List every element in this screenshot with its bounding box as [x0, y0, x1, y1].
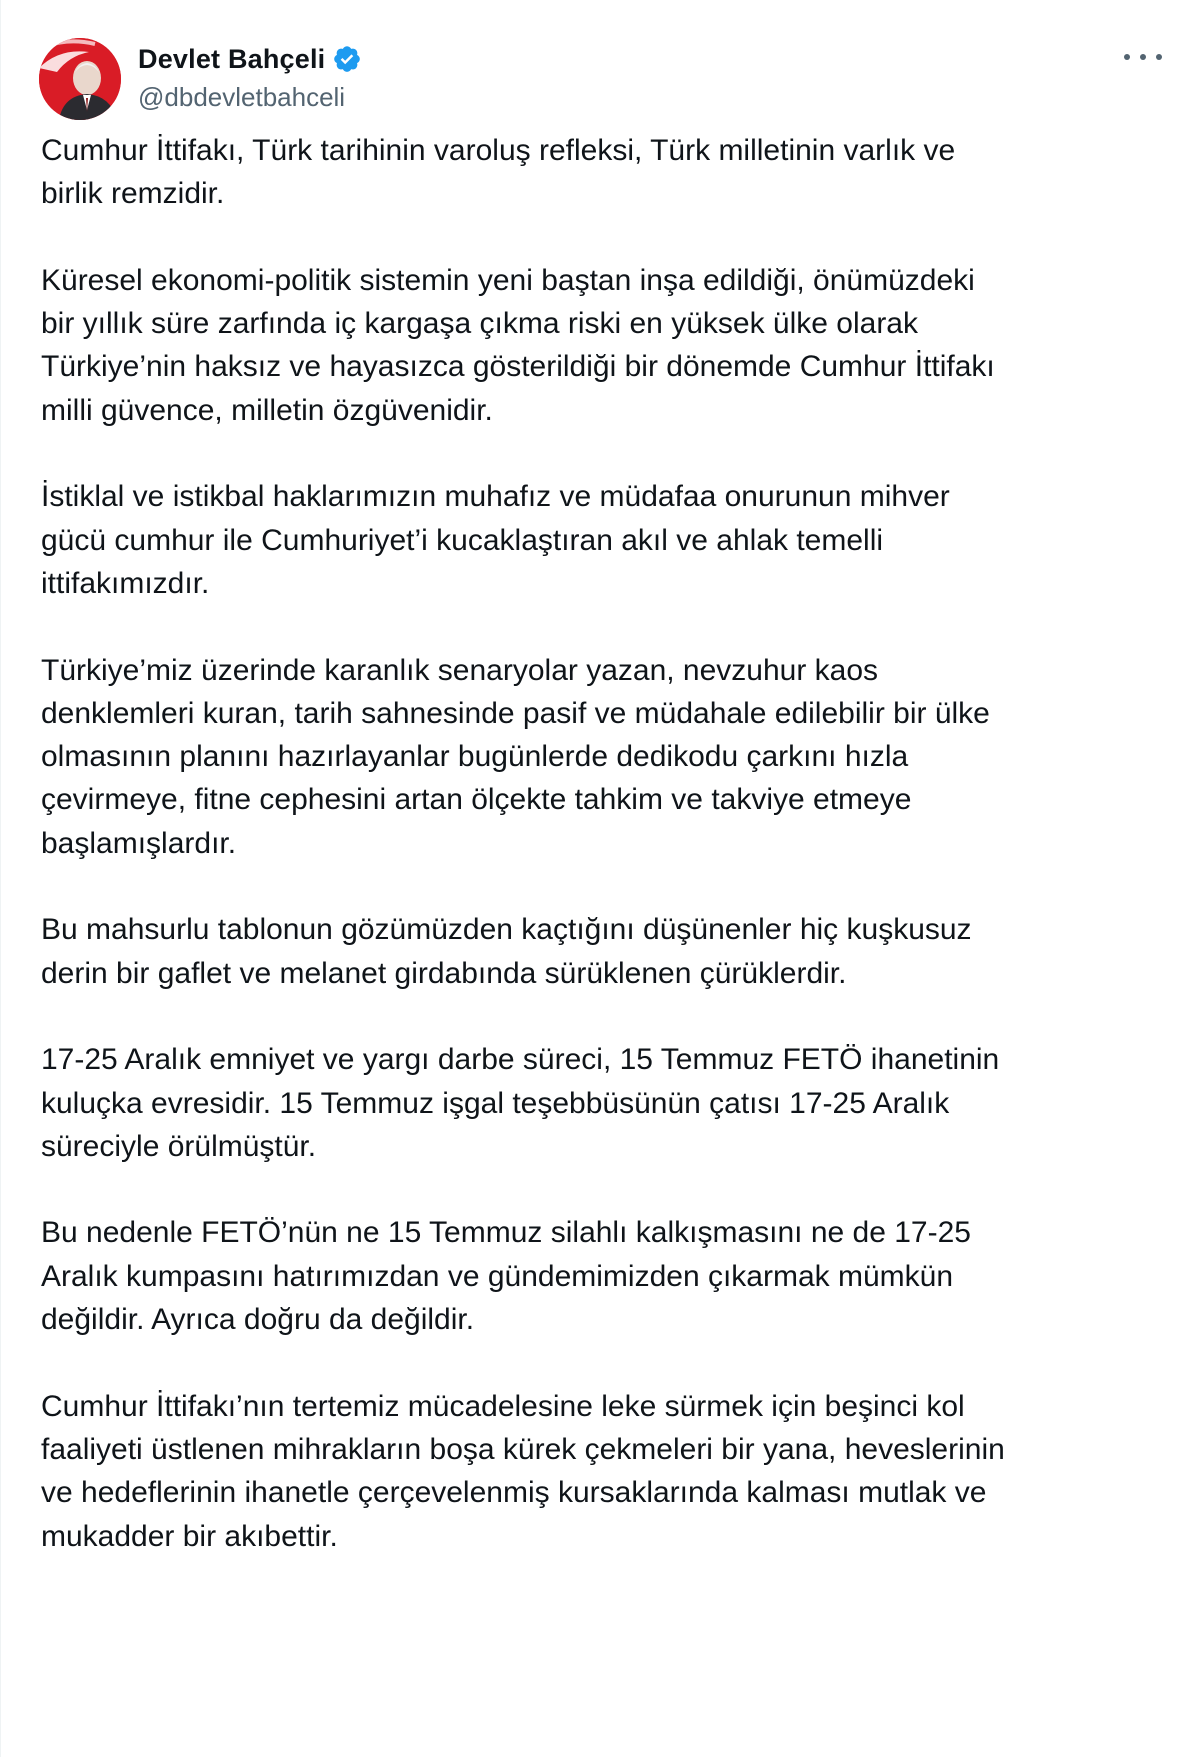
tweet-paragraph: Cumhur İttifakı’nın tertemiz mücadelesine leke sürmek için beşinci kol faaliyeti üstlenen mihrakların boşa kürek çekmeleri bir yana, heveslerinin ve hedeflerinin ihanetle çerçevelenmiş kursaklarında kalması mutlak ve mukadder bir akıbettir.: [41, 1389, 1005, 1553]
profile-avatar[interactable]: [39, 38, 121, 120]
tweet-paragraph: 17-25 Aralık emniyet ve yargı darbe süreci, 15 Temmuz FETÖ ihanetinin kuluçka evresidir. 15 Temmuz işgal teşebbüsünün çatısı 17-25 Aralık süreciyle örülmüştür.: [41, 1043, 1000, 1163]
tweet-paragraph: Küresel ekonomi-politik sistemin yeni baştan inşa edildiği, önümüzdeki bir yıllık süre zarfında iç kargaşa çıkma riski en yüksek ülke olarak Türkiye’nin haksız ve hayasızca gösterildiği bir dönemde Cumhur İttifakı milli güvence, milletin özgüvenidir.: [41, 263, 995, 427]
user-handle[interactable]: @dbdevletbahceli: [138, 82, 346, 112]
tweet-paragraph: İstiklal ve istikbal haklarımızın muhafız ve müdafaa onurunun mihver gücü cumhur ile Cumhuriyet’i kucaklaştıran akıl ve ahlak temelli ittifakımızdır.: [41, 480, 950, 600]
name-row: [138, 41, 362, 77]
tweet-paragraph: Cumhur İttifakı, Türk tarihinin varoluş refleksi, Türk milletinin varlık ve birlik remzidir.: [41, 134, 956, 211]
tweet-header: [39, 38, 1170, 122]
tweet-paragraph: Bu mahsurlu tablonun gözümüzden kaçtığını düşünenler hiç kuşkusuz derin bir gaflet ve melanet girdabında sürüklenen çürüklerdir.: [41, 913, 972, 990]
more-options-icon[interactable]: [1124, 42, 1162, 72]
more-dot: [1156, 54, 1162, 60]
display-name[interactable]: Devlet Bahçeli: [138, 43, 326, 74]
tweet-text: [41, 129, 1171, 1601]
more-dot: [1140, 54, 1146, 60]
tweet-paragraph: Bu nedenle FETÖ’nün ne 15 Temmuz silahlı kalkışmasını ne de 17-25 Aralık kumpasını hatırımızdan ve gündemimizden çıkarmak mümkün değildir. Ayrıca doğru da değildir.: [41, 1216, 971, 1337]
more-dot: [1124, 54, 1130, 60]
verified-badge-icon: [332, 44, 362, 74]
tweet-paragraph: Türkiye’miz üzerinde karanlık senaryolar yazan, nevzuhur kaos denklemleri kuran, tarih sahnesinde pasif ve müdahale edilebilir bir ülke olmasının planını hazırlayanlar bugünlerde dedikodu çarkını hızla çevirmeye, fitne cephesini artan ölçekte tahkim ve takviye etmeye başlamışlardır.: [41, 653, 990, 860]
